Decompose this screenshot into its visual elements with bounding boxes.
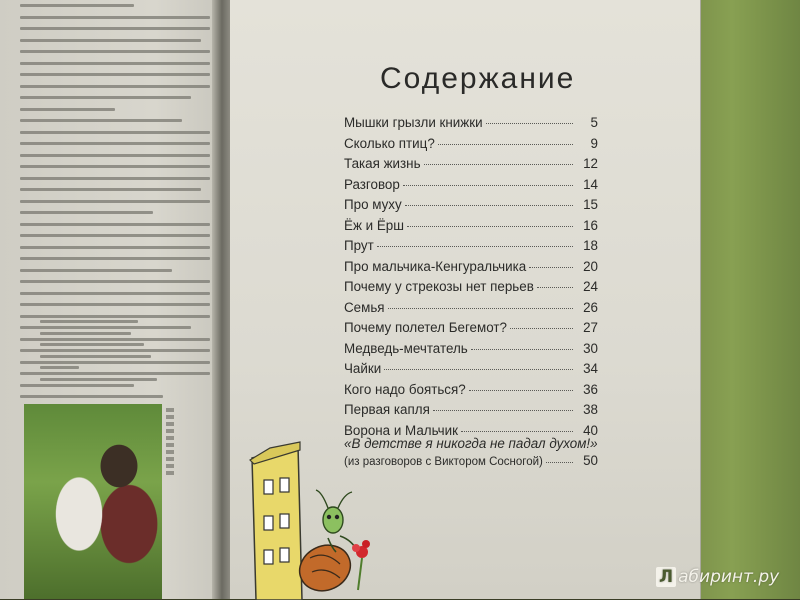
toc-list <box>344 115 598 443</box>
toc-entry-subtitle: (из разговоров с Виктором Сосногой) <box>344 456 543 468</box>
toc-entry <box>344 341 598 362</box>
toc-entry-page: 38 <box>583 402 598 417</box>
toc-entry-page: 34 <box>583 361 598 376</box>
text-line <box>20 280 210 283</box>
text-line <box>40 320 138 323</box>
toc-entry-label: Прут <box>344 238 374 253</box>
text-line <box>20 96 191 99</box>
toc-leader-dots <box>546 462 573 463</box>
text-line <box>20 303 210 306</box>
toc-entry-page: 27 <box>583 320 598 335</box>
toc-leader-dots <box>384 369 573 370</box>
toc-entry <box>344 156 598 177</box>
toc-entry-page: 12 <box>583 156 598 171</box>
text-line <box>20 50 210 53</box>
text-line <box>20 142 210 145</box>
toc-entry <box>344 361 598 382</box>
author-photo-with-dog <box>24 404 162 599</box>
text-line <box>20 27 210 30</box>
text-line <box>20 211 153 214</box>
toc-entry-label: Семья <box>344 299 385 315</box>
toc-leader-dots <box>388 308 573 309</box>
toc-entry-page: 18 <box>583 238 598 253</box>
toc-entry <box>344 402 598 423</box>
left-page <box>0 0 222 599</box>
toc-leader-dots <box>510 328 573 329</box>
toc-leader-dots <box>486 123 573 124</box>
toc-entry <box>344 320 598 341</box>
text-line <box>20 165 210 168</box>
toc-entry-label: Первая капля <box>344 402 430 417</box>
toc-entry-label: Про мальчика-Кенгуральчика <box>344 258 527 274</box>
text-line <box>20 154 210 157</box>
toc-entry-label: Почему у стрекозы нет перьев <box>344 279 534 294</box>
toc-entry-page: 16 <box>583 217 598 233</box>
toc-entry <box>344 136 598 157</box>
text-line <box>20 223 210 226</box>
toc-entry-label: Медведь-мечтатель <box>344 340 468 356</box>
toc-entry-page: 20 <box>583 258 598 274</box>
toc-leader-dots <box>461 431 573 432</box>
text-line <box>40 332 131 335</box>
toc-leader-dots <box>537 287 573 288</box>
toc-entry-page: 15 <box>583 197 598 212</box>
toc-leader-dots <box>433 410 573 411</box>
toc-entry <box>344 300 598 321</box>
text-line <box>20 39 201 42</box>
toc-leader-dots <box>469 390 573 391</box>
text-line <box>20 200 210 203</box>
toc-leader-dots <box>405 205 573 206</box>
text-line <box>20 257 210 260</box>
toc-entry-label: Мышки грызли книжки <box>344 115 483 130</box>
text-line <box>20 119 182 122</box>
labirint-watermark <box>656 567 779 587</box>
text-line <box>20 108 115 111</box>
toc-leader-dots <box>438 144 573 145</box>
text-line <box>20 4 134 7</box>
toc-entry-label: Про муху <box>344 197 402 212</box>
text-line <box>20 246 210 249</box>
toc-entry-page: 30 <box>583 340 598 356</box>
toc-entry-label: Почему полетел Бегемот? <box>344 320 507 335</box>
text-line <box>20 62 210 65</box>
text-line <box>40 343 144 346</box>
toc-entry-page: 36 <box>583 381 598 397</box>
text-line <box>20 188 201 191</box>
toc-leader-dots <box>529 267 573 268</box>
watermark-text: абиринт.ру <box>678 567 780 587</box>
text-line <box>20 16 210 19</box>
toc-entry-page: 26 <box>583 299 598 315</box>
toc-entry <box>344 115 598 136</box>
toc-entry-page: 24 <box>583 279 598 294</box>
toc-leader-dots <box>407 226 573 227</box>
text-line <box>40 366 79 369</box>
text-line <box>40 355 151 358</box>
toc-entry-page: 14 <box>583 176 598 192</box>
toc-leader-dots <box>471 349 573 350</box>
toc-entry <box>344 259 598 280</box>
toc-entry <box>344 177 598 198</box>
toc-entry <box>344 197 598 218</box>
book-cover-edge <box>686 0 800 599</box>
toc-entry-label: Чайки <box>344 361 382 376</box>
toc-entry-label: Сколько птиц? <box>344 135 435 151</box>
toc-entry-page: 50 <box>583 453 598 468</box>
text-line <box>20 395 163 398</box>
toc-leader-dots <box>403 185 573 186</box>
toc-entry-page: 40 <box>583 422 598 438</box>
text-line <box>20 234 210 237</box>
text-line <box>20 177 210 180</box>
toc-entry <box>344 218 598 239</box>
toc-entry-label: Ворона и Мальчик <box>344 422 458 438</box>
toc-entry <box>344 238 598 259</box>
text-line <box>20 315 210 318</box>
text-line <box>20 73 210 76</box>
text-line <box>20 131 210 134</box>
toc-entry-label: Такая жизнь <box>344 156 421 171</box>
toc-entry-label: Кого надо бояться? <box>344 381 466 397</box>
toc-entry-label: «В детстве я никогда не падал духом!» <box>344 436 598 451</box>
toc-title: Содержание <box>380 62 576 95</box>
house-and-beetle-illustration <box>240 440 400 600</box>
toc-entry-page: 5 <box>590 115 598 130</box>
text-line <box>20 269 172 272</box>
text-line <box>40 378 157 381</box>
photo-credit <box>166 408 174 478</box>
toc-entry <box>344 382 598 403</box>
toc-entry <box>344 279 598 300</box>
toc-leader-dots <box>424 164 573 165</box>
text-line <box>20 292 210 295</box>
toc-leader-dots <box>377 246 573 247</box>
text-line <box>20 85 210 88</box>
toc-entry-label: Разговор <box>344 176 400 192</box>
left-page-poem <box>40 320 170 389</box>
watermark-badge: Л <box>656 567 676 587</box>
toc-entry-label: Ёж и Ёрш <box>344 217 404 233</box>
toc-entry-page: 9 <box>590 135 598 151</box>
